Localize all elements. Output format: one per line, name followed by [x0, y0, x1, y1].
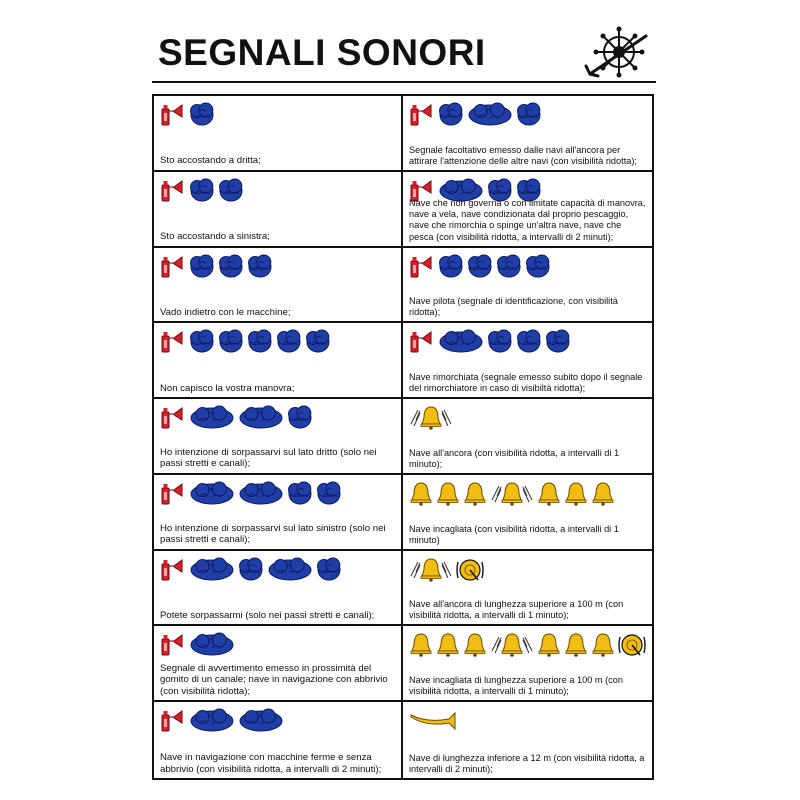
signal-caption: Sto accostando a dritta; — [160, 155, 261, 167]
signal-cell — [403, 399, 652, 475]
signal-cell — [403, 551, 652, 627]
long-blast-icon — [189, 631, 235, 659]
short-blast-icon — [525, 253, 551, 281]
long-blast-icon — [238, 404, 284, 432]
signals-table — [152, 94, 654, 780]
signal-caption: Segnale facoltativo emesso dalle navi all'ancora per attirare l'attenzione delle altre navi (con visibilità ridotta); — [409, 144, 637, 166]
ship-wheel-anchor-icon — [584, 22, 654, 84]
signal-caption: Nave incagliata (con visibilità ridotta, a intervalli di 1 minuto) — [409, 523, 619, 545]
signal-icons — [160, 630, 235, 660]
bell-icon — [537, 480, 561, 508]
page-header — [152, 22, 656, 84]
short-blast-icon — [516, 101, 542, 129]
short-blast-icon — [545, 328, 571, 356]
air-horn-icon — [160, 328, 186, 356]
air-horn-icon — [409, 101, 435, 129]
short-blast-icon — [287, 404, 313, 432]
short-blast-icon — [516, 328, 542, 356]
signal-icons — [160, 100, 215, 130]
short-blast-icon — [316, 556, 342, 584]
signal-icons — [160, 252, 273, 282]
long-blast-icon — [189, 707, 235, 735]
ringing-bell-icon — [409, 404, 453, 432]
signal-cell — [154, 702, 403, 778]
short-blast-icon — [189, 177, 215, 205]
long-blast-icon — [189, 404, 235, 432]
short-blast-icon — [247, 328, 273, 356]
signal-caption: Nave rimorchiata (segnale emesso subito dopo il segnale del rimorchiatore in caso di visibiltà ridotta); — [409, 372, 643, 394]
bell-icon — [537, 631, 561, 659]
short-blast-icon — [487, 328, 513, 356]
ringing-bell-icon — [490, 480, 534, 508]
signal-icons — [409, 100, 542, 130]
bell-icon — [409, 480, 433, 508]
long-blast-icon — [189, 480, 235, 508]
signal-cell — [154, 399, 403, 475]
signal-caption: Ho intenzione di sorpassarvi sul lato dritto (solo nei passi stretti e canali); — [160, 446, 377, 470]
short-blast-icon — [438, 253, 464, 281]
signal-cell — [154, 475, 403, 551]
fog-horn-trumpet-icon — [409, 707, 457, 735]
signal-caption: Nave che non governa o con limitate capacità di manovra, nave a vela, nave condizionata dal proprio pescaggio, nave che rimorchia o spinge un'altra nave, nave che pesca (con visibilità ridotta, a intervalli di 2 minuti); — [409, 198, 646, 242]
signal-icons — [409, 630, 646, 660]
short-blast-icon — [287, 480, 313, 508]
ringing-bell-icon — [409, 556, 453, 584]
signal-icons — [409, 479, 615, 509]
signal-caption: Non capisco la vostra manovra; — [160, 382, 295, 394]
long-blast-icon — [189, 556, 235, 584]
signal-caption: Ho intenzione di sorpassarvi sul lato sinistro (solo nei passi stretti e canali); — [160, 522, 386, 546]
signal-icons — [409, 252, 551, 282]
long-blast-icon — [238, 707, 284, 735]
signal-caption: Nave incagliata di lunghezza superiore a 100 m (con visibilità ridotta, a intervalli di 1 minuto); — [409, 675, 623, 697]
bell-icon — [436, 631, 460, 659]
air-horn-icon — [160, 707, 186, 735]
signal-cell — [403, 702, 652, 778]
air-horn-icon — [160, 101, 186, 129]
signal-cell — [403, 172, 652, 248]
short-blast-icon — [496, 253, 522, 281]
bell-icon — [591, 480, 615, 508]
long-blast-icon — [267, 556, 313, 584]
signal-cell — [154, 172, 403, 248]
air-horn-icon — [409, 328, 435, 356]
air-horn-icon — [160, 480, 186, 508]
short-blast-icon — [305, 328, 331, 356]
air-horn-icon — [409, 253, 435, 281]
signal-cell — [403, 96, 652, 172]
header-rule — [152, 81, 656, 83]
short-blast-icon — [276, 328, 302, 356]
signal-icons — [409, 555, 484, 585]
signal-icons — [160, 176, 244, 206]
long-blast-icon — [438, 328, 484, 356]
short-blast-icon — [218, 253, 244, 281]
short-blast-icon — [189, 328, 215, 356]
signal-caption: Nave pilota (segnale di identificazione, con visibilità ridotta); — [409, 296, 618, 318]
short-blast-icon — [189, 253, 215, 281]
air-horn-icon — [160, 177, 186, 205]
gong-icon — [456, 556, 484, 584]
signal-icons — [409, 403, 453, 433]
air-horn-icon — [160, 253, 186, 281]
signal-cell — [403, 626, 652, 702]
bell-icon — [463, 631, 487, 659]
signal-icons — [160, 327, 331, 357]
signal-caption: Potete sorpassarmi (solo nei passi stretti e canali); — [160, 609, 375, 621]
signal-cell — [154, 248, 403, 324]
signal-icons — [409, 327, 571, 357]
signal-cell — [154, 96, 403, 172]
bell-icon — [591, 631, 615, 659]
long-blast-icon — [238, 480, 284, 508]
signal-caption: Nave all'ancora (con visibilità ridotta, a intervalli di 1 minuto); — [409, 447, 620, 469]
bell-icon — [564, 480, 588, 508]
short-blast-icon — [316, 480, 342, 508]
long-blast-icon — [467, 101, 513, 129]
page-title: SEGNALI SONORI — [158, 32, 486, 73]
gong-icon — [618, 631, 646, 659]
signal-cell — [154, 626, 403, 702]
signal-icons — [160, 403, 313, 433]
signal-icons — [160, 479, 342, 509]
bell-icon — [436, 480, 460, 508]
bell-icon — [409, 631, 433, 659]
short-blast-icon — [189, 101, 215, 129]
signal-caption: Segnale di avvertimento emesso in prossimità del gomito di un canale; nave in navigazione con abbrivio (con visibilità ridotta); — [160, 662, 388, 697]
signal-caption: Nave di lunghezza inferiore a 12 m (con visibilità ridotta, a intervalli di 2 minuti); — [409, 752, 645, 774]
short-blast-icon — [238, 556, 264, 584]
signal-cell — [403, 475, 652, 551]
signal-caption: Nave in navigazione con macchine ferme e senza abbrivio (con visibilità ridotta, a intervalli di 2 minuti); — [160, 752, 382, 775]
signal-cell — [403, 323, 652, 399]
air-horn-icon — [160, 556, 186, 584]
bell-icon — [564, 631, 588, 659]
signal-cell — [154, 323, 403, 399]
short-blast-icon — [247, 253, 273, 281]
short-blast-icon — [218, 328, 244, 356]
signal-cell — [154, 551, 403, 627]
air-horn-icon — [160, 631, 186, 659]
signal-icons — [160, 706, 284, 736]
short-blast-icon — [467, 253, 493, 281]
signal-cell — [403, 248, 652, 324]
signal-icons — [409, 706, 457, 736]
signal-caption: Nave all'ancora di lunghezza superiore a 100 m (con visibilità ridotta, a intervalli di 1 minuto); — [409, 599, 624, 621]
ringing-bell-icon — [490, 631, 534, 659]
short-blast-icon — [218, 177, 244, 205]
bell-icon — [463, 480, 487, 508]
signal-caption: Sto accostando a sinistra; — [160, 231, 270, 243]
signal-caption: Vado indietro con le macchine; — [160, 306, 291, 318]
air-horn-icon — [160, 404, 186, 432]
short-blast-icon — [438, 101, 464, 129]
signal-icons — [160, 555, 342, 585]
